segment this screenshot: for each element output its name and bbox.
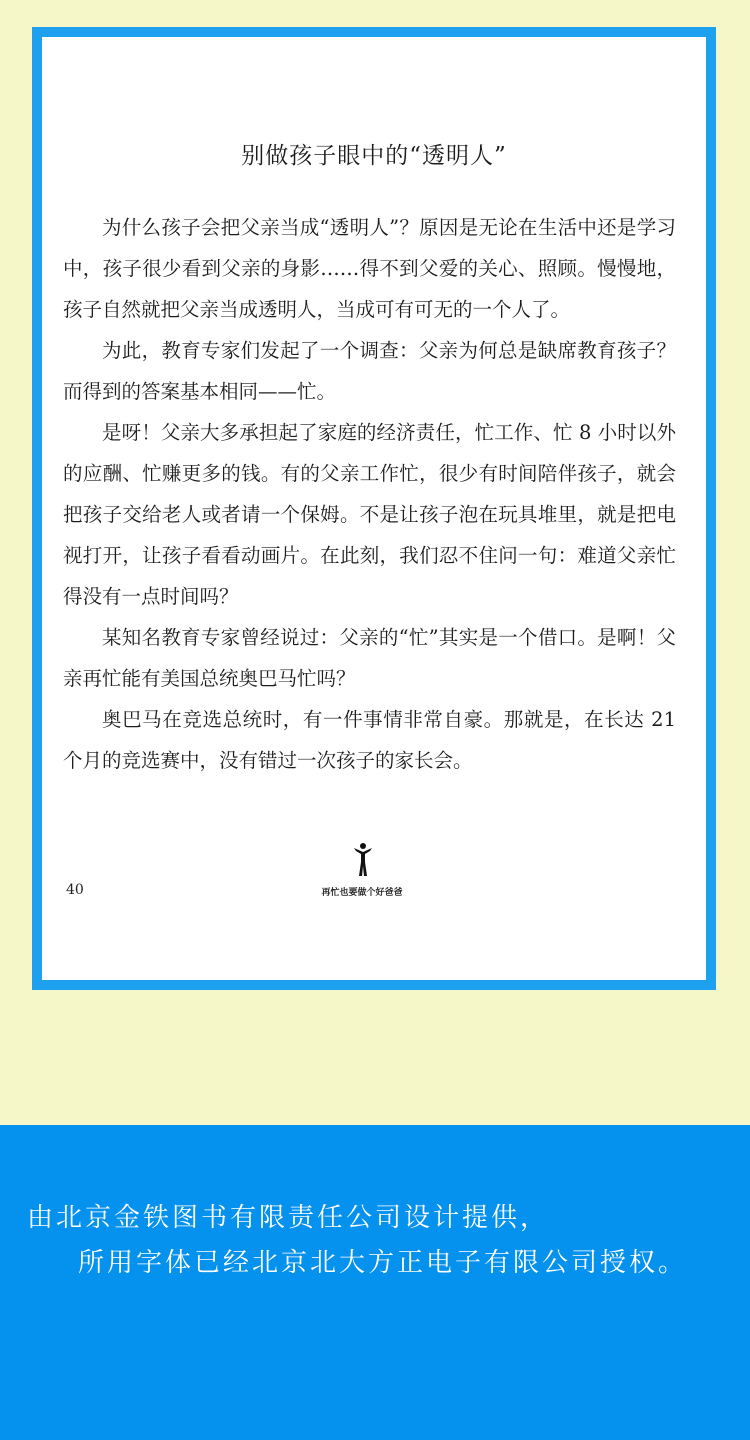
credit-line: 由北京金铁图书有限责任公司设计提供， (27, 1203, 550, 1233)
chapter-title: 别做孩子眼中的“透明人” (241, 143, 507, 169)
chapter-body (63, 207, 676, 781)
father-child-silhouette-icon (350, 842, 376, 878)
paragraph: 为此，教育专家们发起了一个调查：父亲为何总是缺席教育孩子？而得到的答案基本相同——忙。 (63, 339, 676, 403)
page-number: 40 (66, 882, 84, 898)
book-title-footer: 再忙也要做个好爸爸 (321, 888, 403, 898)
credit-line: 所用字体已经北京北大方正电子有限公司授权。 (78, 1248, 688, 1278)
book-page (42, 37, 706, 980)
paragraph: 某知名教育专家曾经说过：父亲的“忙”其实是一个借口。是啊！父亲再忙能有美国总统奥巴马忙吗？ (63, 626, 676, 690)
paragraph: 奥巴马在竞选总统时，有一件事情非常自豪。那就是，在长达 21 个月的竞选赛中，没有错过一次孩子的家长会。 (63, 708, 676, 772)
book-page-frame (32, 27, 716, 990)
paragraph: 是呀！父亲大多承担起了家庭的经济责任，忙工作、忙 8 小时以外的应酬、忙赚更多的钱。有的父亲工作忙，很少有时间陪伴孩子，就会把孩子交给老人或者请一个保姆。不是让孩子泡在玩具堆里，就是把电视打开，让孩子看看动画片。在此刻，我们忍不住问一句：难道父亲忙得没有一点时间吗？ (63, 421, 676, 608)
credit-banner (0, 1125, 750, 1440)
paragraph: 为什么孩子会把父亲当成“透明人”？原因是无论在生活中还是学习中，孩子很少看到父亲的身影……得不到父爱的关心、照顾。慢慢地，孩子自然就把父亲当成透明人，当成可有可无的一个人了。 (63, 216, 676, 321)
